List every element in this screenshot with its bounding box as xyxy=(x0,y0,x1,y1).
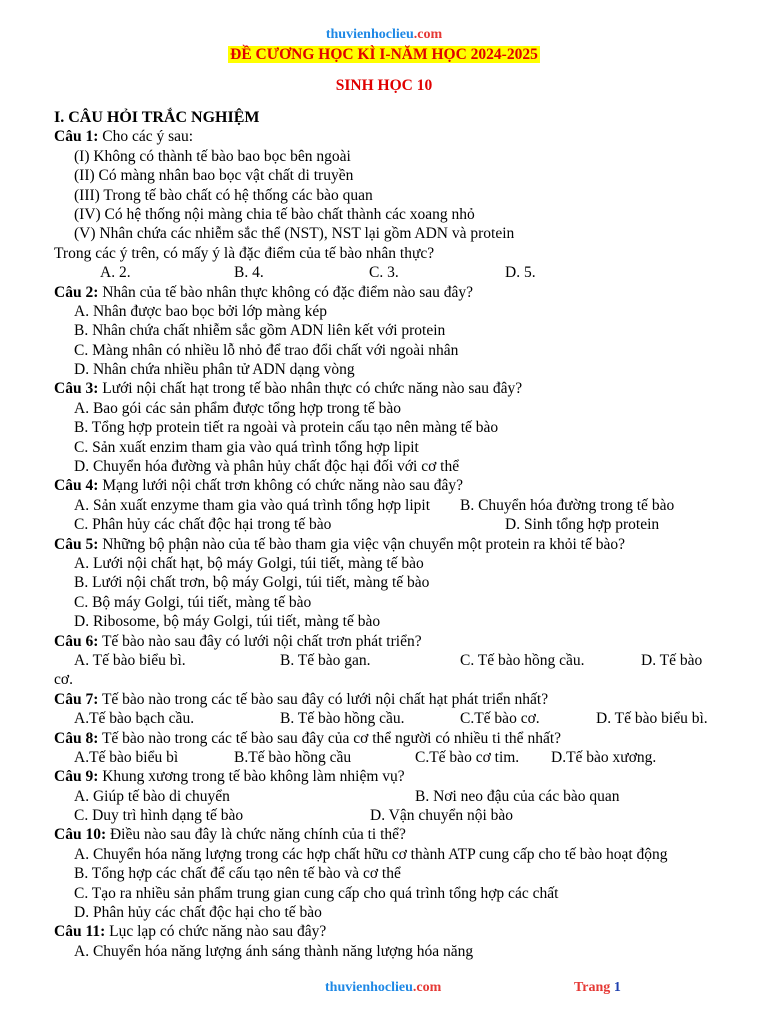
options-row xyxy=(54,263,724,282)
option-c: C. Duy trì hình dạng tế bào xyxy=(74,807,244,825)
section-heading: I. CÂU HỎI TRẮC NGHIỆM xyxy=(54,109,260,126)
option-a: A. Nhân được bao bọc bởi lớp màng kép xyxy=(74,302,327,320)
option-d: D. Sinh tổng hợp protein xyxy=(505,516,660,534)
options-row xyxy=(54,496,724,515)
option-b: B. Tổng hợp protein tiết ra ngoài và protein cấu tạo nên màng tế bào xyxy=(74,419,499,437)
option-d: D. Vận chuyển nội bào xyxy=(370,807,514,825)
option-a: A.Tế bào bạch cầu. xyxy=(74,710,195,728)
option-a: A. Sản xuất enzyme tham gia vào quá trình tổng hợp lipit xyxy=(74,496,431,514)
option-b: B. Nơi neo đậu của các bào quan xyxy=(415,787,620,805)
document-title: ĐỀ CƯƠNG HỌC KÌ I-NĂM HỌC 2024-2025 xyxy=(230,46,538,63)
question-10: Câu 10: Điều nào sau đây là chức năng chính của ti thể? xyxy=(54,826,406,844)
question-list xyxy=(54,108,724,961)
option-a: A. Giúp tế bào di chuyển xyxy=(74,787,230,805)
statement: (IV) Có hệ thống nội màng chia tế bào chất thành các xoang nhỏ xyxy=(74,205,475,223)
option-c: C. Tạo ra nhiều sản phẩm trung gian cung cấp cho quá trình tổng hợp các chất xyxy=(74,884,559,902)
option-c: C. 3. xyxy=(369,264,399,282)
options-row xyxy=(54,515,724,534)
options-row xyxy=(54,806,724,825)
option-b: B.Tế bào hồng cầu xyxy=(234,748,352,766)
question-stem: Trong các ý trên, có mấy ý là đặc điểm của tế bào nhân thực? xyxy=(54,244,435,262)
option-d: D. 5. xyxy=(505,264,536,282)
option-b: B. Tế bào gan. xyxy=(280,651,371,669)
options-row xyxy=(54,787,724,806)
statement: (V) Nhân chứa các nhiễm sắc thể (NST), NST lại gồm ADN và protein xyxy=(74,225,515,243)
option-c: C. Tế bào hồng cầu. xyxy=(460,651,585,669)
option-d: D. Nhân chứa nhiều phân tử ADN dạng vòng xyxy=(74,361,355,379)
question-6: Câu 6: Tế bào nào sau đây có lưới nội chất trơn phát triển? xyxy=(54,632,422,650)
question-2: Câu 2: Nhân của tế bào nhân thực không có đặc điểm nào sau đây? xyxy=(54,283,474,301)
option-b: B. Tổng hợp các chất để cấu tạo nên tế bào và cơ thể xyxy=(74,865,401,883)
question-11: Câu 11: Lục lạp có chức năng nào sau đây? xyxy=(54,923,327,941)
option-d: D. Tế bào biểu bì. xyxy=(596,710,708,728)
option-d: D.Tế bào xương. xyxy=(551,748,657,766)
option-c: C. Phân hủy các chất độc hại trong tế bào xyxy=(74,516,332,534)
option-a: A. Chuyển hóa năng lượng trong các hợp chất hữu cơ thành ATP cung cấp cho tế bào hoạt động xyxy=(74,845,668,863)
question-7: Câu 7: Tế bào nào trong các tế bào sau đây có lưới nội chất hạt phát triển nhất? xyxy=(54,690,549,708)
subject-title: SINH HỌC 10 xyxy=(335,77,433,94)
statement: (II) Có màng nhân bao bọc vật chất di truyền xyxy=(74,167,354,185)
option-a: A. Bao gói các sản phẩm được tổng hợp trong tế bào xyxy=(74,399,401,417)
options-row xyxy=(54,748,724,767)
question-5: Câu 5: Những bộ phận nào của tế bào tham gia việc vận chuyển một protein ra khỏi tế bào? xyxy=(54,535,625,553)
option-c: C. Màng nhân có nhiều lỗ nhỏ để trao đổi chất với ngoài nhân xyxy=(74,341,459,359)
option-b: B. Lưới nội chất trơn, bộ máy Golgi, túi tiết, màng tế bào xyxy=(74,574,430,592)
options-row xyxy=(54,651,724,670)
option-b: B. 4. xyxy=(234,264,264,282)
option-a: A.Tế bào biểu bì xyxy=(74,748,179,766)
statement: (III) Trong tế bào chất có hệ thống các bào quan xyxy=(74,186,373,204)
option-c: C. Sản xuất enzim tham gia vào quá trình tổng hợp lipit xyxy=(74,438,419,456)
option-b: B. Chuyển hóa đường trong tế bào xyxy=(460,496,675,514)
question-3: Câu 3: Lưới nội chất hạt trong tế bào nhân thực có chức năng nào sau đây? xyxy=(54,380,523,398)
option-a: A. Tế bào biểu bì. xyxy=(74,651,186,669)
option-c: C.Tế bào cơ. xyxy=(460,710,540,728)
option-d-wrap: cơ. xyxy=(54,671,73,689)
option-a: A. Chuyển hóa năng lượng ánh sáng thành năng lượng hóa năng xyxy=(74,942,474,960)
option-b: B. Tế bào hồng cầu. xyxy=(280,710,405,728)
options-row xyxy=(54,709,724,728)
page-number: Trang 1 xyxy=(574,980,621,995)
question-8: Câu 8: Tế bào nào trong các tế bào sau đây của cơ thể người có nhiều ti thể nhất? xyxy=(54,729,562,747)
option-c: C.Tế bào cơ tim. xyxy=(415,748,520,766)
question-9: Câu 9: Khung xương trong tế bào không làm nhiệm vụ? xyxy=(54,768,405,786)
option-a: A. Lưới nội chất hạt, bộ máy Golgi, túi tiết, màng tế bào xyxy=(74,554,424,572)
header-site: thuvienhoclieu.com xyxy=(325,27,443,42)
option-b: B. Nhân chứa chất nhiễm sắc gồm ADN liên kết với protein xyxy=(74,322,446,340)
statement: (I) Không có thành tế bào bao bọc bên ngoài xyxy=(74,147,351,165)
option-d: D. Chuyển hóa đường và phân hủy chất độc hại đối với cơ thể xyxy=(74,458,460,476)
option-a: A. 2. xyxy=(100,264,131,282)
option-c: C. Bộ máy Golgi, túi tiết, màng tế bào xyxy=(74,593,312,611)
question-1: Câu 1: Cho các ý sau: xyxy=(54,128,194,146)
question-4: Câu 4: Mạng lưới nội chất trơn không có chức năng nào sau đây? xyxy=(54,477,463,495)
footer-site: thuvienhoclieu.com xyxy=(325,980,442,995)
option-d: D. Tế bào xyxy=(641,651,703,669)
option-d: D. Phân hủy các chất độc hại cho tế bào xyxy=(74,904,322,922)
option-d: D. Ribosome, bộ máy Golgi, túi tiết, màng tế bào xyxy=(74,613,381,631)
